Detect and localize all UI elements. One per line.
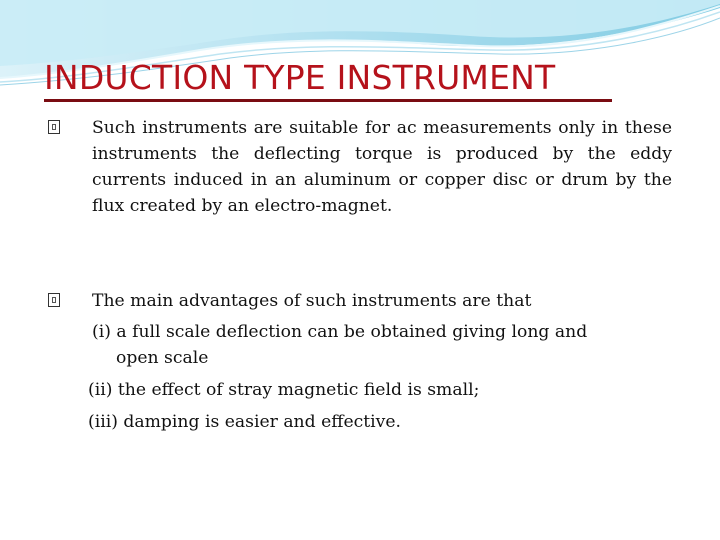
bullet-2-line-2: (i) a full scale deflection can be obtained giving long and [92, 322, 588, 342]
bullet-1-text: Such instruments are suitable for ac measurements only in these instruments the deflecting torque is produced by the eddy currents induced in an aluminum or copper disc or drum by the flux created by an electro-magnet. [92, 118, 672, 216]
bullet-2-line-4: (ii) the effect of stray magnetic field is small; [88, 380, 480, 400]
bullet-2-line-3: open scale [116, 348, 209, 368]
bullet-box-icon [48, 120, 60, 134]
bullet-2-line-5: (iii) damping is easier and effective. [88, 412, 402, 432]
slide-title: INDUCTION TYPE INSTRUMENT [44, 58, 556, 97]
title-underline [44, 99, 612, 102]
bullet-box-icon [48, 293, 60, 307]
bullet-2-line-1: The main advantages of such instruments are that [92, 291, 532, 311]
